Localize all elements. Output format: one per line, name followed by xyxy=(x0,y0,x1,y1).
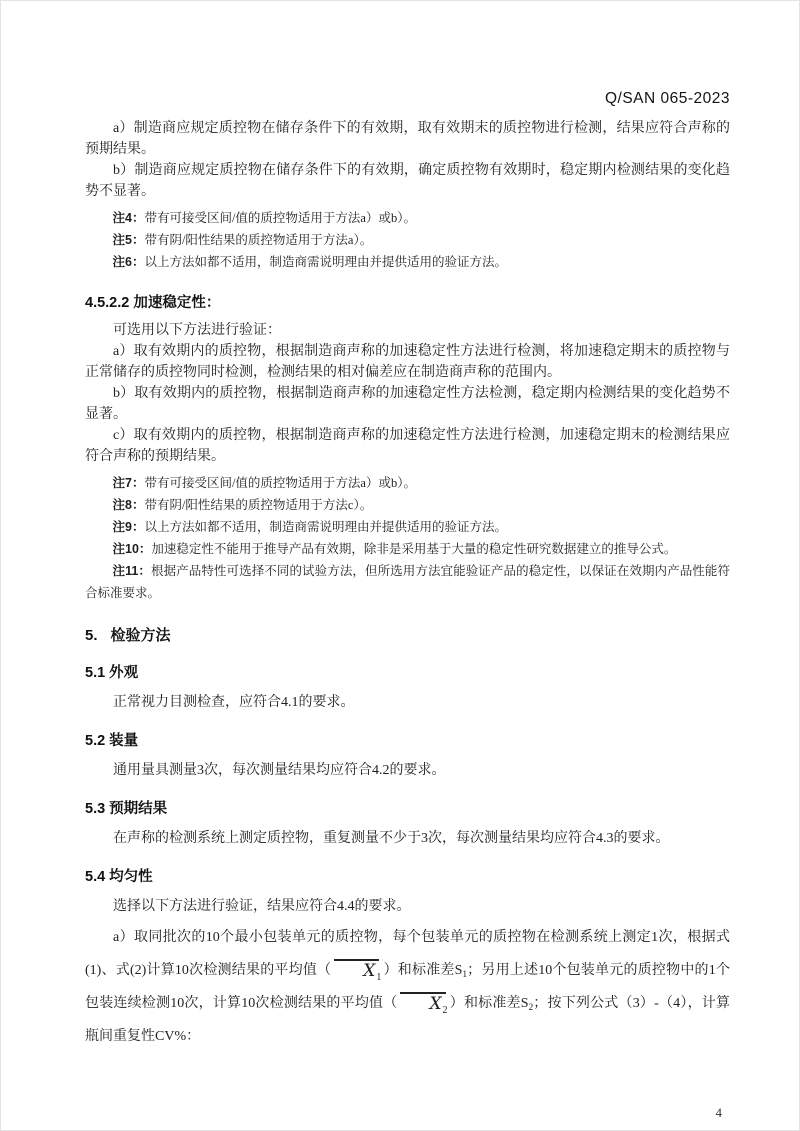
paragraph-accel-b: b）取有效期内的质控物，根据制造商声称的加速稳定性方法检测，稳定期内检测结果的变化趋势不显著。 xyxy=(85,386,730,422)
sd-subscript: 1 xyxy=(462,970,468,980)
heading-fill-volume: 5.2 装量 xyxy=(85,733,139,749)
paragraph-accel-intro: 可选用以下方法进行验证： xyxy=(113,323,281,338)
text-segment: ）和标准差S xyxy=(449,996,529,1011)
note-text: 带有可接受区间/值的质控物适用于方法a）或b）。 xyxy=(144,476,416,490)
note-text: 以上方法如都不适用，制造商需说明理由并提供适用的验证方法。 xyxy=(144,520,507,534)
note-9 xyxy=(85,516,730,538)
heading-uniformity: 5.4 均匀性 xyxy=(85,869,153,885)
note-text: 带有阴/阳性结果的质控物适用于方法a）。 xyxy=(144,233,373,247)
heading-accelerated-stability: 4.5.2.2 加速稳定性： xyxy=(85,295,221,311)
note-5 xyxy=(85,229,730,251)
mean-symbol-x1 xyxy=(332,959,382,983)
note-11 xyxy=(85,560,730,604)
paragraph-shelf-life-a: a）制造商应规定质控物在储存条件下的有效期，取有效期末的质控物进行检测，结果应符合声称的预期结果。 xyxy=(85,121,730,157)
page-number: 4 xyxy=(715,1105,722,1120)
note-text: 根据产品特性可选择不同的试验方法，但所选用方法宜能验证产品的稳定性，以保证在效期内产品性能符合标准要求。 xyxy=(85,564,730,600)
paragraph-expected-results: 在声称的检测系统上测定质控物，重复测量不少于3次，每次测量结果均应符合4.3的要求。 xyxy=(113,831,670,846)
note-text: 带有阴/阳性结果的质控物适用于方法c）。 xyxy=(144,498,373,512)
text-segment: ；按下列公式（3）-（4），计算瓶间重复性CV%： xyxy=(85,996,730,1044)
paragraph-fill-volume: 通用量具测量3次，每次测量结果均应符合4.2的要求。 xyxy=(113,763,446,778)
mean-subscript: 1 xyxy=(376,972,382,983)
paragraph-uniformity-method-a xyxy=(85,921,730,1053)
text-segment: ；另用上述10个包装单元的质控物中的1个包装连续检测10次，计算10次检测结果的平均值（ xyxy=(85,963,730,1011)
sd-subscript: 2 xyxy=(528,1003,534,1013)
note-label: 注5： xyxy=(112,233,145,247)
heading-title: 检验方法 xyxy=(110,627,171,644)
paragraph-uniformity-intro: 选择以下方法进行验证，结果应符合4.4的要求。 xyxy=(113,899,411,914)
note-7 xyxy=(85,472,730,494)
paragraph-shelf-life-b: b）制造商应规定质控物在储存条件下的有效期，确定质控物有效期时，稳定期内检测结果的变化趋势不显著。 xyxy=(85,163,730,199)
notes-group-accelerated xyxy=(85,472,730,604)
note-text: 带有可接受区间/值的质控物适用于方法a）或b）。 xyxy=(144,211,416,225)
heading-test-methods xyxy=(85,624,730,645)
note-4 xyxy=(85,207,730,229)
doc-code: Q/SAN 065-2023 xyxy=(604,90,730,107)
text-segment: ）和标准差S xyxy=(383,963,463,978)
mean-symbol-x2 xyxy=(398,992,448,1016)
heading-number: 5. xyxy=(85,627,98,644)
paragraph-accel-a: a）取有效期内的质控物，根据制造商声称的加速稳定性方法进行检测，将加速稳定期末的质控物与正常储存的质控物同时检测，检测结果的相对偏差应在制造商声称的范围内。 xyxy=(85,344,730,380)
paragraph-accel-c: c）取有效期内的质控物，根据制造商声称的加速稳定性方法进行检测，加速稳定期末的检测结果应符合声称的预期结果。 xyxy=(85,428,730,464)
mean-subscript: 2 xyxy=(442,1005,448,1016)
notes-group-shelf-life xyxy=(85,207,730,273)
note-label: 注9： xyxy=(112,520,145,534)
note-label: 注4： xyxy=(112,211,145,225)
heading-appearance: 5.1 外观 xyxy=(85,665,139,681)
note-text: 加速稳定性不能用于推导产品有效期，除非是采用基于大量的稳定性研究数据建立的推导公式。 xyxy=(151,542,677,556)
document-header xyxy=(85,90,730,108)
mean-letter: X xyxy=(429,994,442,1014)
heading-expected-results: 5.3 预期结果 xyxy=(85,801,168,817)
note-label: 注6： xyxy=(112,255,145,269)
note-6 xyxy=(85,251,730,273)
note-label: 注10： xyxy=(112,542,152,556)
paragraph-appearance: 正常视力目测检查，应符合4.1的要求。 xyxy=(113,695,355,710)
note-label: 注8： xyxy=(112,498,145,512)
note-10 xyxy=(85,538,730,560)
note-label: 注11： xyxy=(112,564,151,578)
note-text: 以上方法如都不适用，制造商需说明理由并提供适用的验证方法。 xyxy=(144,255,507,269)
note-label: 注7： xyxy=(112,476,145,490)
text-segment: a）取同批次的10个最小包装单元的质控物，每个包装单元的质控物在检测系统上测定1次，根据式(1)、式(2)计算10次检测结果的平均值（ xyxy=(85,930,730,978)
mean-letter: X xyxy=(363,961,376,981)
note-8 xyxy=(85,494,730,516)
